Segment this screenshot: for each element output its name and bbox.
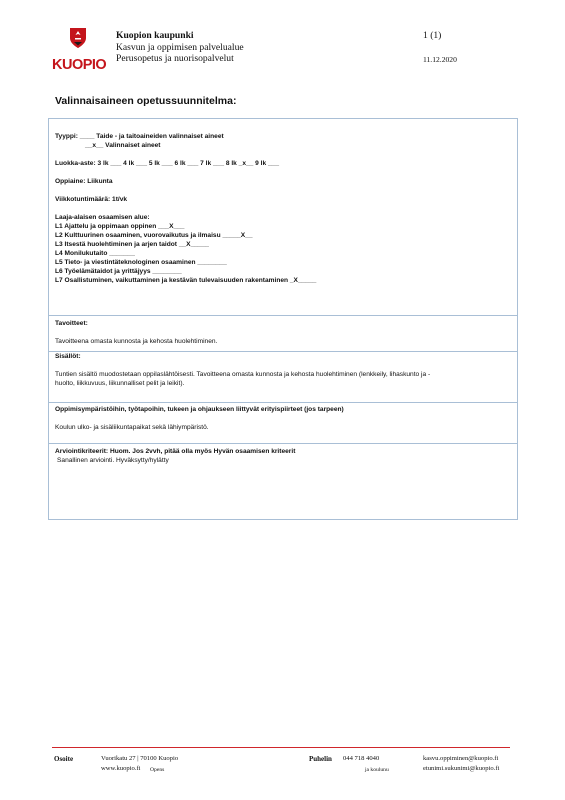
footer-address-label: Osoite — [54, 755, 74, 763]
general-section — [49, 132, 517, 285]
logo-wordmark: KUOPIO — [52, 57, 107, 73]
section-divider — [49, 402, 517, 403]
environments-heading: Oppimisympäristöihin, työtapoihin, tukeen ja ohjaukseen liittyvät erityispiirteet (jos tarpeen) — [55, 406, 344, 413]
competence-item: L6 Työelämätaidot ja yrittäjyys ________ — [55, 268, 182, 275]
competence-item: L4 Monilukutaito _______ — [55, 250, 135, 257]
organization-name: Kuopion kaupunki — [116, 30, 194, 41]
header-organization-block — [116, 30, 244, 65]
footer-phone-label: Puhelin — [309, 755, 332, 763]
section-divider — [49, 443, 517, 444]
type-line-1: Tyyppi: ____ Taide - ja taitoaineiden valinnaiset aineet — [55, 133, 224, 140]
competence-item: L7 Osallistuminen, vaikuttaminen ja kestävän tulevaisuuden rakentaminen _X_____ — [55, 277, 317, 284]
grade-levels: Luokka-aste: 3 lk ___ 4 lk ___ 5 lk ___ 6 lk ___ 7 lk ___ 8 lk _x__ 9 lk ___ — [55, 160, 279, 167]
competence-item: L5 Tieto- ja viestintäteknologinen osaaminen ________ — [55, 259, 227, 266]
content-heading: Sisällöt: — [55, 353, 81, 360]
document-date: 11.12.2020 — [423, 55, 457, 64]
content-text-line-1: Tuntien sisältö muodostetaan oppilaslähtöisesti. Tavoitteena omasta kunnosta ja kehosta huolehtiminen (lenkkeily, lihaskunto ja - — [55, 371, 431, 378]
footer-rule — [52, 747, 510, 748]
competence-heading: Laaja-alaisen osaamisen alue: — [55, 214, 150, 221]
environments-section — [49, 405, 517, 432]
footer-email-general[interactable]: kasvu.oppiminen@kuopio.fi — [423, 755, 499, 762]
footer-phone-note: ja koulunu — [365, 767, 389, 773]
subject: Oppiaine: Liikunta — [55, 178, 113, 185]
page-number: 1 (1) — [423, 30, 442, 41]
content-section — [49, 352, 517, 388]
content-text-line-2: huolto, liikkuvuus, liikunnalliset pelit ja leikit). — [55, 380, 185, 387]
curriculum-form — [48, 118, 518, 520]
footer-web-link[interactable]: www.kuopio.fi — [101, 765, 141, 772]
assessment-heading: Arviointikriteerit: Huom. Jos 2vvh, pitää olla myös Hyvän osaamisen kriteerit — [55, 448, 296, 455]
weekly-hours: Viikkotuntimäärä: 1t/vk — [55, 196, 128, 203]
competence-item: L2 Kulttuurinen osaaminen, vuorovaikutus ja ilmaisu _____X__ — [55, 232, 253, 239]
footer-opens: Opens — [150, 767, 165, 773]
goals-section — [49, 319, 517, 346]
competence-item: L3 Itsestä huolehtiminen ja arjen taidot __X_____ — [55, 241, 209, 248]
goals-heading: Tavoitteet: — [55, 320, 88, 327]
competence-item: L1 Ajattelu ja oppimaan oppinen ___X___ — [55, 223, 185, 230]
environments-text: Koulun ulko- ja sisäliikuntapaikat sekä lähiympäristö. — [55, 424, 209, 431]
goals-text: Tavoitteena omasta kunnosta ja kehosta huolehtiminen. — [55, 338, 218, 345]
kuopio-logo — [52, 27, 107, 77]
section-divider — [49, 315, 517, 316]
document-title: Valinnaisaineen opetussuunnitelma: — [55, 95, 237, 107]
division-name: Kasvun ja oppimisen palvelualue — [116, 41, 244, 53]
footer-email-personal[interactable]: etunimi.sukunimi@kuopio.fi — [423, 765, 500, 772]
assessment-section — [49, 447, 517, 465]
type-line-2: __x__ Valinnaiset aineet — [85, 142, 161, 149]
coat-of-arms-icon — [69, 27, 87, 49]
footer-phone: 044 718 4040 — [343, 755, 380, 762]
unit-name: Perusopetus ja nuorisopalvelut — [116, 53, 234, 65]
footer-address: Vuorikatu 27 | 70100 Kuopio — [101, 755, 179, 762]
assessment-text: Sanallinen arviointi. Hyväksytty/hylätty — [57, 457, 169, 464]
